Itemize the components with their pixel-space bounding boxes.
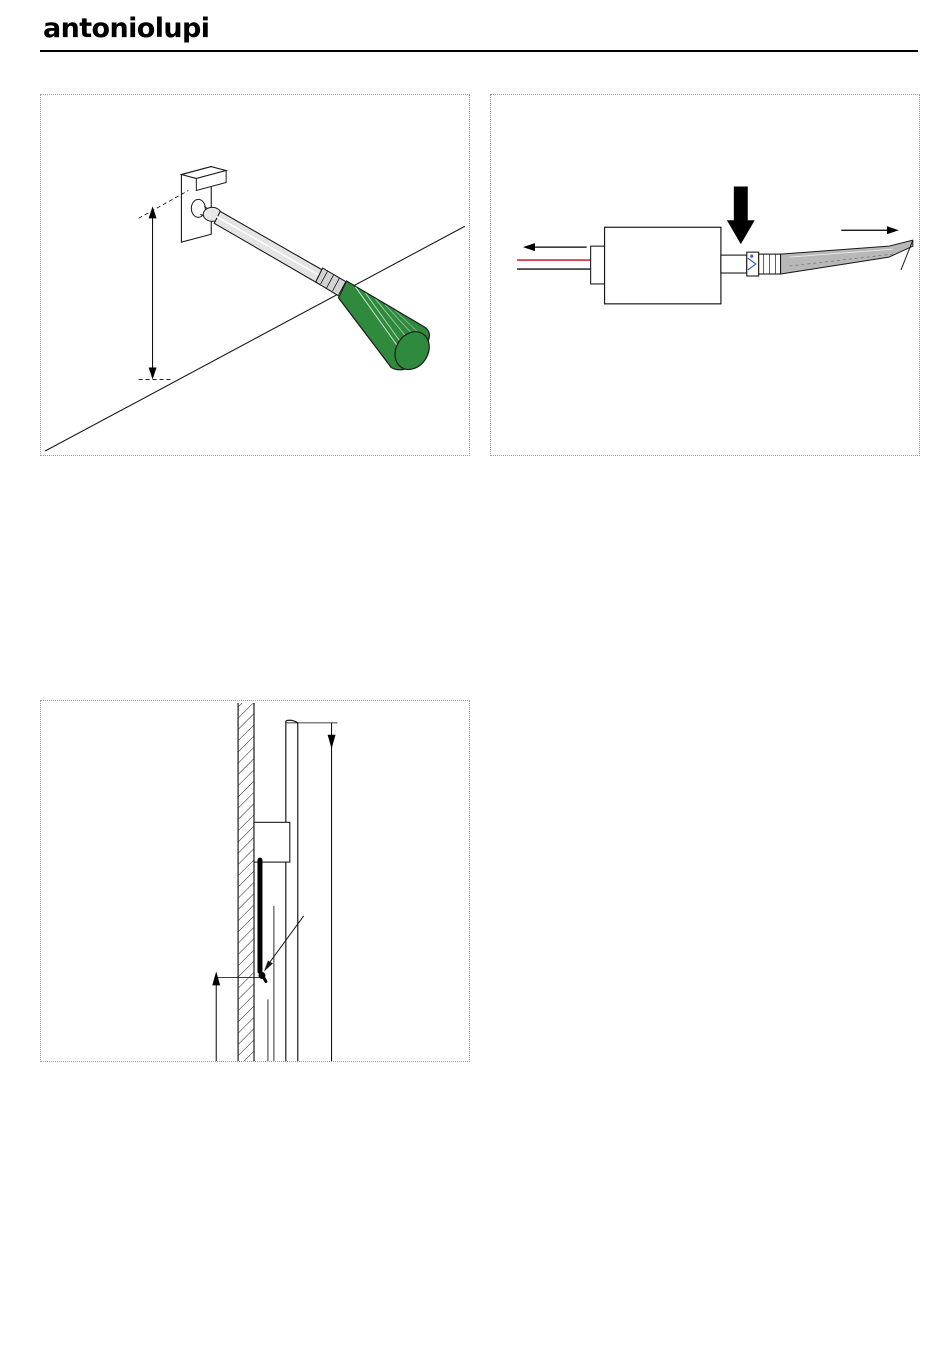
figure-wall-section <box>40 700 470 1062</box>
figure-hose-connection <box>490 94 920 456</box>
page-header <box>40 14 918 52</box>
brand-logo: antoniolupi <box>43 13 210 44</box>
figure-anchor-screwdriver <box>40 94 470 456</box>
header-divider <box>40 50 918 52</box>
